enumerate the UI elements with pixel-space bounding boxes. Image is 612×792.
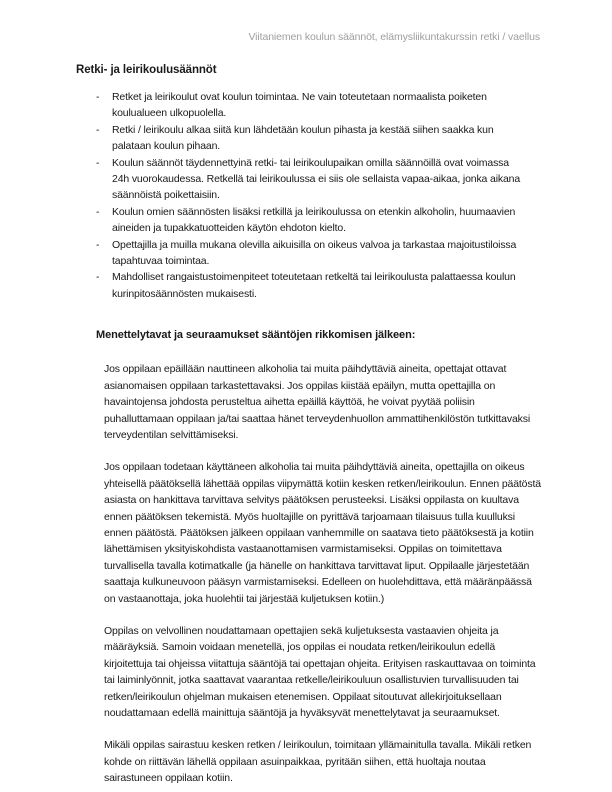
page-header bbox=[72, 31, 540, 43]
list-item-text: Opettajilla ja muilla mukana olevilla aikuisilla on oikeus valvoa ja tarkastaa majoitustiloissa tapahtuvaa toimintaa. bbox=[112, 238, 517, 268]
section2-title: Menettelytavat ja seuraamukset sääntöjen rikkomisen jälkeen: bbox=[96, 329, 416, 342]
document-content bbox=[0, 64, 612, 787]
rules-bullet-list bbox=[0, 89, 526, 302]
section1-title: Retki- ja leirikoulusäännöt bbox=[76, 64, 217, 76]
list-item bbox=[96, 122, 526, 155]
bullet-marker: - bbox=[96, 238, 100, 251]
list-item bbox=[96, 269, 526, 302]
paragraph-4: Mikäli oppilas sairastuu kesken retken / leirikoulun, toimitaan yllämainitulla tavalla. Mikäli retken kohde on riittävän lähellä oppilaan asuinpaikkaa, pyritään siihen, että huoltaja noutaa sairastuneen oppilaan kotiin. bbox=[104, 739, 532, 785]
bullet-marker: - bbox=[96, 91, 100, 103]
list-item-text: Koulun säännöt täydennettyinä retki- tai leirikoulupaikan omilla säännöillä ovat voimassa 24h vuorokaudessa. Retkellä tai leirikoulussa ei siis ole sellaista vapaa-aikaa, jonka aikana säännöistä poikettaisiin. bbox=[112, 156, 521, 202]
paragraph-2: Jos oppilaan todetaan käyttäneen alkoholia tai muita päihdyttäviä aineita, opettajilla on oikeus yhteisellä päätöksellä lähettää oppilas viipymättä kotiin kesken retken/leirikoulun. Ennen päätöstä asiasta on hankittava tarvittava selvitys päätöksen perusteeksi. Lisäksi oppilasta on kuultava ennen päätöksen tekemistä. Myös huoltajille on pyrittävä tarjoamaan tilaisuus tulla kuulluksi ennen päätöstä. Päätöksen jälkeen oppilaan vanhemmille on saatava tieto päätöksestä ja kotiin lähettämisen yksityiskohdista vastaanottamisen varmistamiseksi. Oppilas on toimitettava turvallisella tavalla kotimatkalle (ja hänelle on hankittava tarvittavat liput. Oppilaalle järjestetään saattaja kulkuneuvoon pääsyn varmistamiseksi. Edelleen on huolehdittava, että määränpäässä on vastaanottaja, joka huolehtii tai järjestää kuljetuksen kotiin.) bbox=[104, 461, 541, 605]
list-item-text: Retki / leirikoulu alkaa siitä kun lähdetään koulun pihasta ja kestää siihen saakka kun palataan koulun pihaan. bbox=[112, 123, 494, 153]
list-item bbox=[96, 204, 526, 237]
bullet-marker: - bbox=[96, 156, 100, 169]
list-item bbox=[96, 155, 526, 204]
list-item bbox=[96, 89, 526, 122]
bullet-marker: - bbox=[96, 271, 100, 284]
list-item-text: Koulun omien säännösten lisäksi retkillä ja leirikoulussa on etenkin alkoholin, huumaavien aineiden ja tupakkatuotteiden käytön ehdoton kielto. bbox=[112, 205, 516, 235]
bullet-marker: - bbox=[96, 205, 100, 218]
bullet-marker: - bbox=[96, 123, 100, 136]
list-item bbox=[96, 237, 526, 270]
list-item-text: Mahdolliset rangaistustoimenpiteet toteutetaan retkeltä tai leirikoulusta palattaessa koulun kurinpitosäännösten mukaisesti. bbox=[112, 271, 516, 300]
paragraph-1: Jos oppilaan epäillään nauttineen alkoholia tai muita päihdyttäviä aineita, opettajat ottavat asianomaisen oppilaan tarkastettavaksi. Jos oppilas kiistää epäilyn, mutta opettajilla on havaintojensa johdosta perusteltua aihetta epäillä käyttöä, he voivat pyytää poliisin puhalluttamaan oppilaan ja/tai saattaa hänet terveydenhuollon ammattihenkilöstön tutkittavaksi terveydentilan selvittämiseksi. bbox=[104, 363, 531, 441]
header-text: Viitaniemen koulun säännöt, elämysliikuntakurssin retki / vaellus bbox=[248, 31, 540, 43]
list-item-text: Retket ja leirikoulut ovat koulun toimintaa. Ne vain toteutetaan normaalista poiketen koulualueen ulkopuolella. bbox=[112, 91, 487, 120]
paragraph-3: Oppilas on velvollinen noudattamaan opettajien sekä kuljetuksesta vastaavien ohjeita ja määräyksiä. Samoin voidaan menetellä, jos oppilas ei noudata retken/leirikoulun edellä kirjoitettuja tai ohjeissa viitattuja sääntöjä tai opettajan ohjeita. Erityisen raskauttavaa on toiminta tai laiminlyönnit, jotka saattavat vaarantaa retkelle/leirikouluun osallistuvien turvallisuuden tai retken/leirikoulun ohjelman mukaisen etenemisen. Oppilaat sitoutuvat allekirjoituksellaan noudattamaan edellä mainittuja sääntöjä ja hyväksyvät menettelytavat ja seuraamukset. bbox=[104, 624, 536, 719]
